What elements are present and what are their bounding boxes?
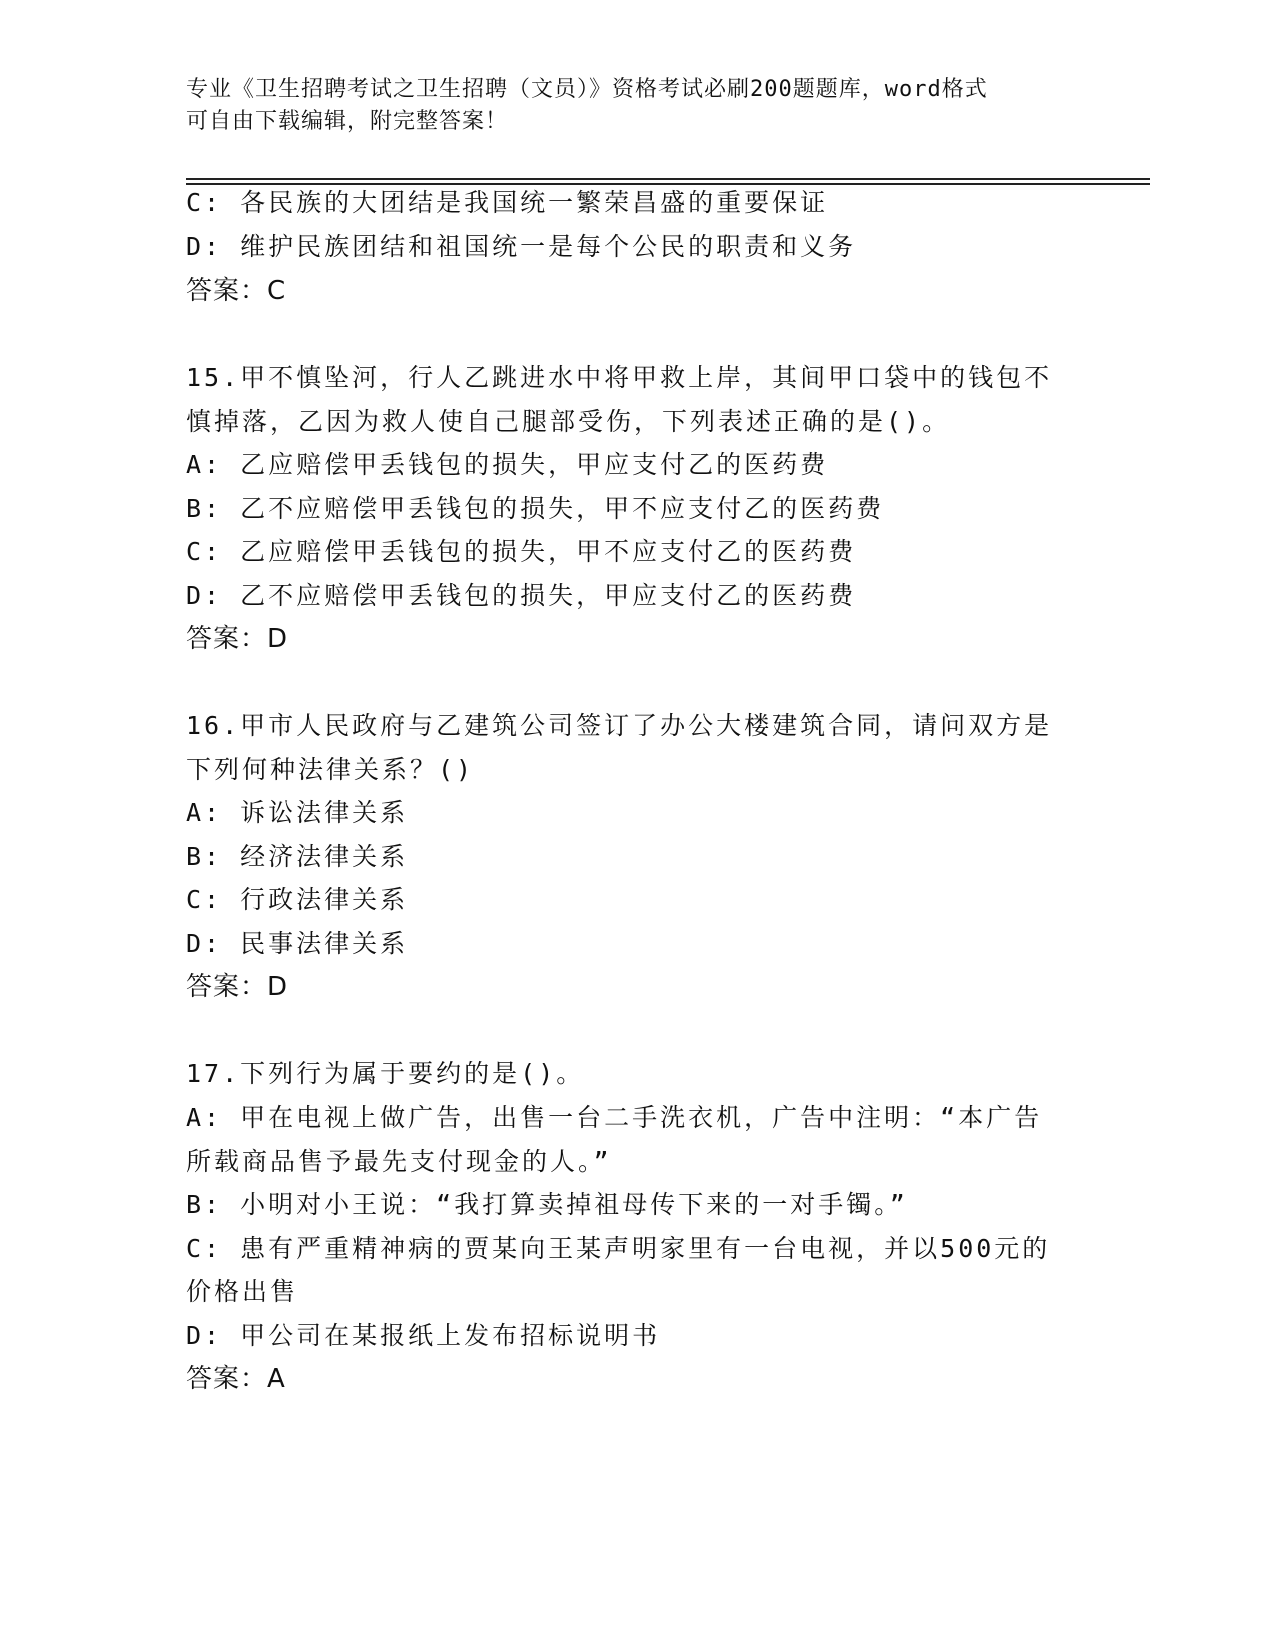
- prev-answer: 答案：C: [186, 276, 287, 306]
- q17-option-a-line-1: A: 甲在电视上做广告，出售一台二手洗衣机，广告中注明：“本广告: [186, 1103, 1043, 1132]
- q17-answer: 答案：A: [186, 1364, 286, 1394]
- q17-option-d: D: 甲公司在某报纸上发布招标说明书: [186, 1321, 661, 1350]
- q15-option-c: C: 乙应赔偿甲丢钱包的损失，甲不应支付乙的医药费: [186, 537, 857, 566]
- q16-stem-line-1: 16.甲市人民政府与乙建筑公司签订了办公大楼建筑合同，请问双方是: [186, 711, 1053, 740]
- q16-option-d: D: 民事法律关系: [186, 929, 409, 958]
- header-divider-bottom: [186, 183, 1150, 185]
- q17-option-a-line-2: 所载商品售予最先支付现金的人。”: [186, 1147, 612, 1176]
- q15-option-d: D: 乙不应赔偿甲丢钱包的损失，甲应支付乙的医药费: [186, 581, 857, 610]
- q15-stem-line-2: 慎掉落，乙因为救人使自己腿部受伤，下列表述正确的是()。: [186, 407, 951, 436]
- q16-option-b: B: 经济法律关系: [186, 842, 409, 871]
- q17-option-c-line-2: 价格出售: [186, 1277, 299, 1306]
- q15-option-b: B: 乙不应赔偿甲丢钱包的损失，甲不应支付乙的医药费: [186, 494, 885, 523]
- header-title-line-1: 专业《卫生招聘考试之卫生招聘（文员）》资格考试必刷200题题库，word格式: [186, 77, 988, 102]
- q15-stem-line-1: 15.甲不慎坠河，行人乙跳进水中将甲救上岸，其间甲口袋中的钱包不: [186, 363, 1053, 392]
- prev-option-d: D: 维护民族团结和祖国统一是每个公民的职责和义务: [186, 232, 857, 261]
- q16-stem-line-2: 下列何种法律关系？(): [186, 755, 475, 784]
- header-title-line-2: 可自由下载编辑，附完整答案！: [186, 109, 509, 134]
- q17-option-c-line-1: C: 患有严重精神病的贾某向王某声明家里有一台电视，并以500元的: [186, 1234, 1051, 1263]
- prev-option-c: C: 各民族的大团结是我国统一繁荣昌盛的重要保证: [186, 188, 829, 217]
- q15-option-a: A: 乙应赔偿甲丢钱包的损失，甲应支付乙的医药费: [186, 450, 829, 479]
- q16-answer: 答案：D: [186, 972, 289, 1002]
- q17-stem-line-1: 17.下列行为属于要约的是()。: [186, 1059, 585, 1088]
- q17-option-b: B: 小明对小王说：“我打算卖掉祖母传下来的一对手镯。”: [186, 1190, 908, 1219]
- q15-answer: 答案：D: [186, 624, 289, 654]
- document-header: [186, 74, 1086, 138]
- q16-option-a: A: 诉讼法律关系: [186, 798, 409, 827]
- q16-option-c: C: 行政法律关系: [186, 885, 409, 914]
- header-divider-top: [186, 178, 1150, 180]
